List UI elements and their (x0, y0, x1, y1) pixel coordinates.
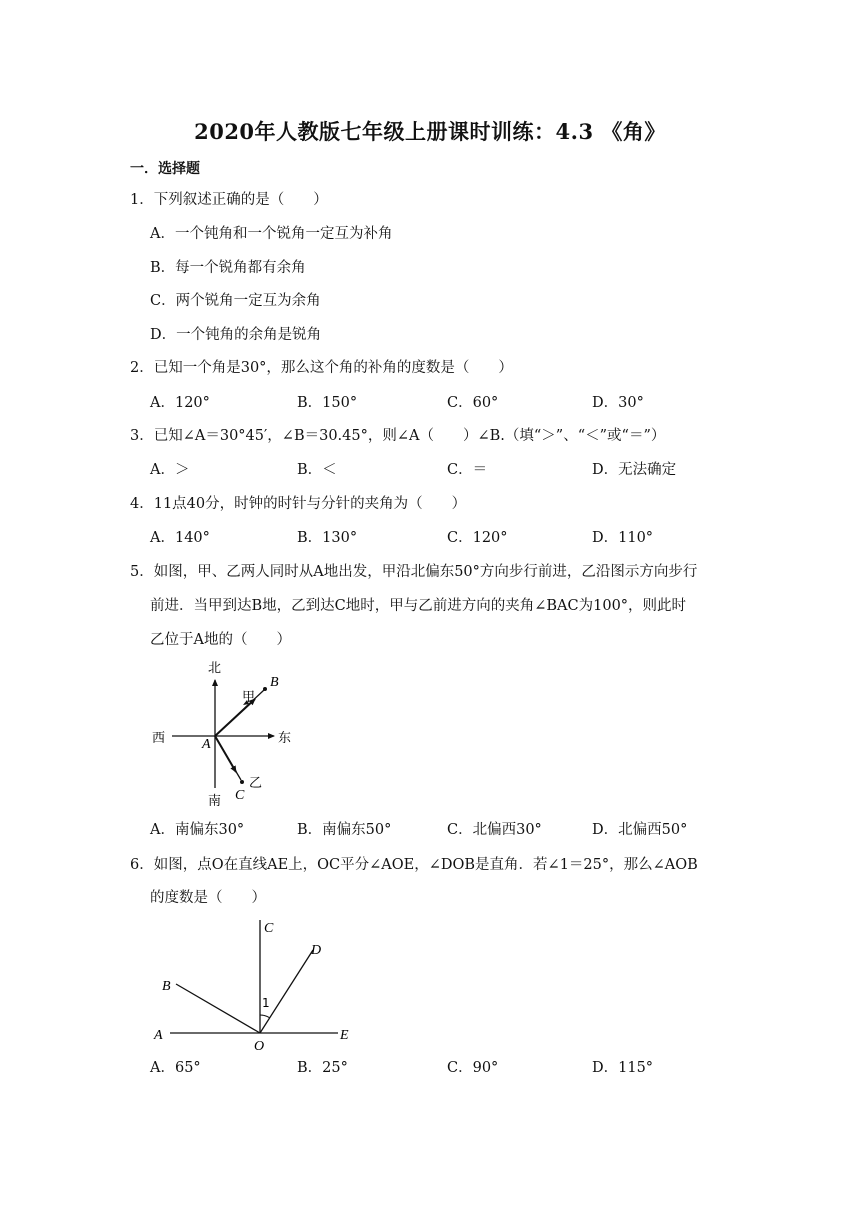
question-4-option-c: C．120° (447, 530, 508, 546)
question-5-option-b: B．南偏东50° (297, 822, 392, 838)
compass-figure (148, 656, 308, 806)
point-c (240, 780, 244, 784)
question-3-option-a: A．＞ (150, 462, 190, 478)
question-2-stem: 2．已知一个角是30°，那么这个角的补角的度数是（ ） (130, 360, 513, 376)
label-o: O (254, 1039, 265, 1052)
label-south: 南 (208, 794, 222, 806)
question-2-option-a: A．120° (150, 395, 210, 411)
question-5-option-d: D．北偏西50° (592, 822, 688, 838)
question-4-option-a: A．140° (150, 530, 210, 546)
label-jia: 甲 (242, 690, 256, 705)
question-6-stem-line2: 的度数是（ ） (150, 890, 266, 906)
section-heading: 一．选择题 (130, 161, 200, 177)
question-3-option-b: B．＜ (297, 462, 337, 478)
question-1-option-d: D．一个钝角的余角是锐角 (150, 327, 322, 343)
question-2-option-c: C．60° (447, 395, 499, 411)
question-1-stem: 1．下列叙述正确的是（ ） (130, 192, 328, 208)
ray-ob (176, 984, 260, 1033)
question-4-stem: 4．11点40分，时钟的时针与分针的夹角为（ ） (130, 496, 467, 512)
label-e: E (340, 1028, 349, 1043)
label-d: D (311, 943, 322, 958)
label-west: 西 (152, 731, 166, 746)
question-5-stem-line1: 5．如图，甲、乙两人同时从A地出发，甲沿北偏东50°方向步行前进，乙沿图示方向步行 (130, 564, 698, 580)
point-b (263, 687, 267, 691)
label-b: B (162, 979, 171, 994)
question-5-stem-line3: 乙位于A地的（ ） (150, 632, 291, 648)
angle-1-arc (260, 1015, 270, 1018)
label-yi: 乙 (249, 776, 263, 791)
label-c: C (264, 921, 274, 936)
question-2-option-d: D．30° (592, 395, 644, 411)
ray-od (260, 950, 313, 1033)
question-3-option-d: D．无法确定 (592, 462, 677, 478)
question-4-option-d: D．110° (592, 530, 654, 546)
question-1-option-c: C．两个锐角一定互为余角 (150, 293, 321, 309)
question-1-option-a: A．一个钝角和一个锐角一定互为补角 (150, 226, 393, 242)
question-1-option-b: B．每一个锐角都有余角 (150, 260, 306, 276)
label-east: 东 (278, 731, 292, 746)
question-5-stem-line2: 前进．当甲到达B地，乙到达C地时，甲与乙前进方向的夹角∠BAC为100°，则此时 (150, 598, 687, 614)
question-5-option-c: C．北偏西30° (447, 822, 542, 838)
angle-figure (148, 912, 368, 1052)
label-b: B (270, 675, 279, 690)
question-3-stem: 3．已知∠A＝30°45′，∠B＝30.45°，则∠A（ ）∠B.（填“＞”、“＜”或“＝”） (130, 428, 666, 444)
question-6-stem-line1: 6．如图，点O在直线AE上，OC平分∠AOE，∠DOB是直角．若∠1＝25°，那么∠AOB (130, 857, 698, 873)
label-c: C (235, 788, 245, 803)
question-5-option-a: A．南偏东30° (150, 822, 245, 838)
question-6-option-d: D．115° (592, 1060, 654, 1076)
label-a: A (154, 1028, 163, 1043)
question-6-option-a: A．65° (150, 1060, 201, 1076)
question-2-option-b: B．150° (297, 395, 358, 411)
question-4-option-b: B．130° (297, 530, 358, 546)
question-6-option-c: C．90° (447, 1060, 499, 1076)
angle-1-label: 1 (262, 996, 270, 1010)
question-3-option-c: C．＝ (447, 462, 488, 478)
page-title: 2020年人教版七年级上册课时训练：4.3 《角》 (194, 119, 666, 144)
question-6-option-b: B．25° (297, 1060, 348, 1076)
label-a: A (202, 737, 211, 752)
label-north: 北 (208, 661, 222, 676)
